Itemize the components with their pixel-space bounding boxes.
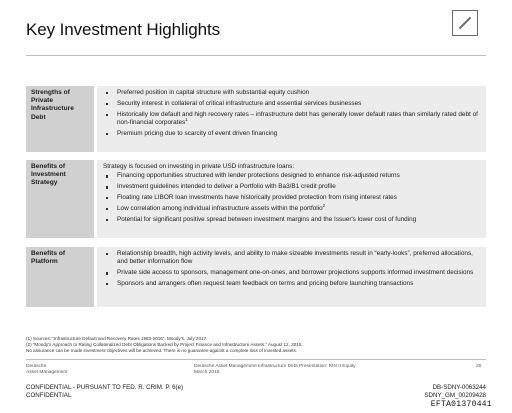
list-item bbox=[103, 194, 482, 202]
deutsche-bank-logo-icon bbox=[452, 10, 478, 36]
bullet-text: Premium pricing due to scarcity of event driven financing bbox=[117, 129, 278, 137]
list-item bbox=[103, 250, 482, 267]
bullet-text: Private side access to sponsors, management one-on-ones, and borrower projections supports informed investment decisions bbox=[117, 269, 474, 277]
footnote: (1) Sources: “Infrastructure Default and Recovery Rates 1983-2016”, Moody's, July 2017. bbox=[26, 336, 208, 341]
list-item bbox=[103, 216, 482, 224]
list-item bbox=[103, 130, 482, 138]
presentation-title: Deutsche Asset Management Infrastructure Debt Presentation: RIN II Equity bbox=[194, 364, 356, 369]
confidential-line: CONFIDENTIAL bbox=[26, 392, 72, 399]
bates-number: SDNY_GM_00209428 bbox=[424, 392, 486, 399]
page-number: 26 bbox=[476, 364, 482, 369]
footnote-ref: 1 bbox=[185, 116, 188, 122]
list-item bbox=[103, 269, 482, 277]
confidential-notice bbox=[26, 384, 183, 400]
section-investment-strategy bbox=[26, 160, 486, 238]
list-item bbox=[103, 183, 482, 191]
bullet-text: Financing opportunities structured with lender protections designed to enhance risk-adjusted returns bbox=[117, 172, 400, 180]
footer-divider bbox=[26, 359, 486, 360]
list-item bbox=[103, 100, 482, 108]
list-item bbox=[103, 280, 482, 288]
bullet-text: Floating rate LIBOR loan investments have historically provided protection from rising interest rates bbox=[117, 194, 397, 201]
presentation-date: March 2018 bbox=[194, 370, 220, 375]
bullet-text: Sponsors and arrangers often request team feedback on terms and pricing before launching transactions bbox=[117, 280, 414, 287]
section-strengths bbox=[26, 86, 486, 152]
bullet-text: Low correlation among individual infrastructure assets within the portfolio bbox=[117, 204, 323, 212]
bullet-text: Historically low default and high recovery rates – infrastructure debt has generally lower default rates than similarly rated debt of non-financial corporates bbox=[117, 110, 478, 126]
title-divider bbox=[26, 55, 486, 56]
page-title: Key Investment Highlights bbox=[26, 20, 221, 39]
confidential-line: CONFIDENTIAL - PURSUANT TO FED. R. CRIM. P. 6(e) bbox=[26, 384, 184, 391]
section-platform bbox=[26, 247, 486, 307]
list-item bbox=[103, 111, 482, 128]
bullet-text: Security interest in collateral of critical infrastructure and essential services businesses bbox=[117, 99, 362, 107]
disclaimer: No assurance can be made investment objectives will be achieved. There is no guarantee against a complete loss of invested assets. bbox=[26, 348, 298, 353]
footer-presentation-info bbox=[194, 364, 356, 376]
brand-name: Deutsche bbox=[26, 364, 47, 369]
footnotes bbox=[26, 336, 446, 354]
bullet-text: Potential for significant positive spread between investment margins and the Issuer's lower cost of funding bbox=[117, 215, 417, 223]
bullet-text: Preferred position in capital structure with substantial equity cushion bbox=[117, 89, 310, 96]
section-label: Strengths of Private Infrastructure Debt bbox=[26, 86, 94, 152]
bullet-text: Investment guidelines intended to deliver a Portfolio with Ba3/B1 credit profile bbox=[117, 183, 336, 191]
section-body bbox=[97, 160, 486, 238]
list-item bbox=[103, 89, 482, 97]
bates-numbers bbox=[424, 384, 486, 400]
footer-brand bbox=[26, 364, 67, 376]
list-item bbox=[103, 172, 482, 180]
section-body bbox=[97, 86, 486, 152]
bullet-text: Relationship breadth, high activity levels, and ability to make sizeable investments result in “early-looks”, preferred allocations, and better information flow bbox=[117, 250, 473, 266]
footnote-ref: 2 bbox=[322, 202, 326, 208]
bates-number: DB-SDNY-0063244 bbox=[432, 384, 486, 391]
section-body bbox=[97, 247, 486, 307]
brand-subtitle: Asset Management bbox=[26, 370, 68, 375]
footnote: (2) “Moody's Approach to Rating Collateralized Debt Obligations Backed by Project Finance and Infrastructure Assets.” August 12, 2015. bbox=[26, 342, 303, 347]
section-label: Benefits of Investment Strategy bbox=[26, 160, 94, 238]
section-label: Benefits of Platform bbox=[26, 247, 94, 307]
efta-id: EFTA01370441 bbox=[430, 400, 492, 409]
section-intro: Strategy is focused on investing in private USD infrastructure loans: bbox=[103, 163, 295, 170]
list-item bbox=[103, 202, 482, 213]
